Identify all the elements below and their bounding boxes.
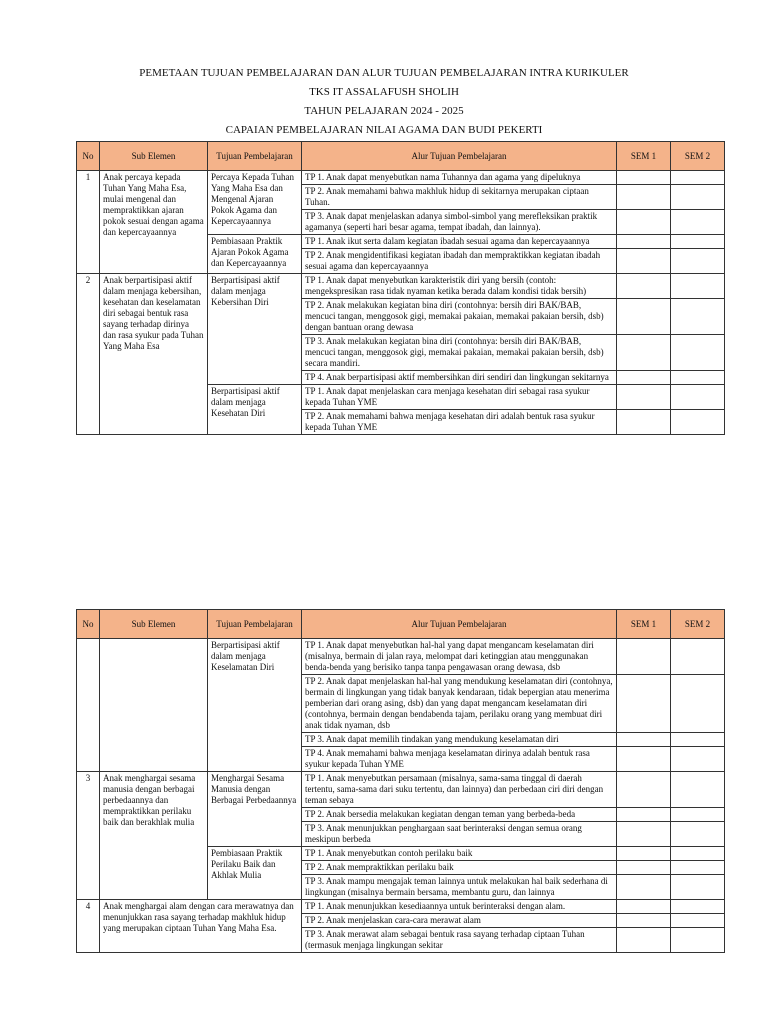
sem-1-cell (617, 371, 671, 385)
sem-2-cell (671, 639, 725, 675)
alur-tujuan-cell: TP 1. Anak menyebutkan persamaan (misalnya, sama-sama tinggal di daerah tertentu, sama-sama dari suku tertentu, dan lainnya) dan perbedaan ciri diri dengan teman sebaya (302, 772, 617, 808)
alur-tujuan-cell: TP 1. Anak menunjukkan kesediaannya untuk berinteraksi dengan alam. (302, 900, 617, 914)
table-header-row (77, 142, 725, 171)
alur-tujuan-cell: TP 1. Anak dapat menyebutkan nama Tuhannya dan agama yang dipeluknya (302, 171, 617, 185)
alur-tujuan-cell: TP 3. Anak merawat alam sebagai bentuk rasa sayang terhadap ciptaan Tuhan (termasuk menjaga lingkungan sekitar (302, 928, 617, 953)
sub-elemen-cell: Anak berpartisipasi aktif dalam menjaga kebersihan, kesehatan dan keselamatan diri sebagai bentuk rasa sayang terhadap dirinya dan rasa syukur pada Tuhan Yang Maha Esa (100, 274, 208, 435)
row-number: 4 (77, 900, 100, 953)
sem-2-cell (671, 861, 725, 875)
sem-1-cell (617, 747, 671, 772)
sem-1-cell (617, 185, 671, 210)
heading-line-3: TAHUN PELAJARAN 2024 - 2025 (304, 105, 464, 117)
header-tujuan-pembelajaran: Tujuan Pembelajaran (208, 142, 302, 171)
sub-elemen-cell: Anak menghargai sesama manusia dengan berbagai perbedaannya dan mempraktikkan perilaku baik dan berakhlak mulia (100, 772, 208, 900)
alur-tujuan-cell: TP 1. Anak dapat menyebutkan hal-hal yang dapat mengancam keselamatan diri (misalnya, bermain di jalan raya, melompat dari ketinggian atau menggunakan benda-benda yang berisiko tanpa tanpa pengawasan orang dewasa, dsb (302, 639, 617, 675)
sem-1-cell (617, 410, 671, 435)
sem-2-cell (671, 335, 725, 371)
header-sem-2: SEM 2 (671, 142, 725, 171)
sub-elemen-cell: Anak percaya kepada Tuhan Yang Maha Esa, mulai mengenal dan mempraktikkan ajaran pokok sesuai dengan agama dan kepercayaannya (100, 171, 208, 274)
table-row (77, 171, 725, 185)
table-body (77, 639, 725, 953)
header-sem-2: SEM 2 (671, 610, 725, 639)
alur-tujuan-cell: TP 2. Anak menjelaskan cara-cara merawat alam (302, 914, 617, 928)
sem-2-cell (671, 371, 725, 385)
heading-line-1: PEMETAAN TUJUAN PEMBELAJARAN DAN ALUR TUJUAN PEMBELAJARAN INTRA KURIKULER (139, 67, 629, 79)
alur-tujuan-cell: TP 3. Anak dapat menjelaskan adanya simbol-simbol yang merefleksikan praktik agamanya (seperti hari besar agama, tempat ibadah, dan lainnya). (302, 210, 617, 235)
table-row (77, 772, 725, 808)
alur-tujuan-cell: TP 2. Anak bersedia melakukan kegiatan dengan teman yang berbeda-beda (302, 808, 617, 822)
row-number: 3 (77, 772, 100, 900)
alur-tujuan-cell: TP 2. Anak memahami bahwa menjaga kesehatan diri adalah bentuk rasa syukur kepada Tuhan YME (302, 410, 617, 435)
sem-1-cell (617, 335, 671, 371)
alur-tujuan-cell: TP 4. Anak memahami bahwa menjaga keselamatan dirinya adalah bentuk rasa syukur kepada Tuhan YME (302, 747, 617, 772)
heading-line-2: TKS IT ASSALAFUSH SHOLIH (309, 86, 459, 98)
header-alur-tujuan: Alur Tujuan Pembelajaran (302, 610, 617, 639)
sem-2-cell (671, 847, 725, 861)
document-heading (0, 64, 768, 140)
sem-2-cell (671, 185, 725, 210)
sem-2-cell (671, 928, 725, 953)
tujuan-pembelajaran-cell: Menghargai Sesama Manusia dengan Berbagai Perbedaannya (208, 772, 302, 847)
mapping-table-2 (76, 609, 725, 953)
alur-tujuan-cell: TP 1. Anak dapat menyebutkan karakteristik diri yang bersih (contoh: mengekspresikan rasa tidak nyaman ketika berada dalam kondisi tidak bersih) (302, 274, 617, 299)
alur-tujuan-cell: TP 3. Anak mampu mengajak teman lainnya untuk melakukan hal baik sederhana di lingkungan (misalnya bermain bersama, membantu guru, dan lainnya (302, 875, 617, 900)
sub-elemen-cell: Anak menghargai alam dengan cara merawatnya dan menunjukkan rasa sayang terhadap makhluk hidup yang merupakan ciptaan Tuhan Yang Maha Esa. (100, 900, 302, 953)
sem-2-cell (671, 171, 725, 185)
sem-2-cell (671, 875, 725, 900)
header-sem-1: SEM 1 (617, 610, 671, 639)
sem-2-cell (671, 822, 725, 847)
sem-1-cell (617, 274, 671, 299)
sem-1-cell (617, 385, 671, 410)
header-no: No (77, 610, 100, 639)
tujuan-pembelajaran-cell: Berpartisipasi aktif dalam menjaga Keselamatan Diri (208, 639, 302, 772)
sem-1-cell (617, 249, 671, 274)
tujuan-pembelajaran-cell: Pembiasaan Praktik Ajaran Pokok Agama dan Kepercayaannya (208, 235, 302, 274)
heading-line-4: CAPAIAN PEMBELAJARAN NILAI AGAMA DAN BUDI PEKERTI (225, 124, 543, 136)
sem-1-cell (617, 900, 671, 914)
sem-2-cell (671, 210, 725, 235)
sem-1-cell (617, 875, 671, 900)
sem-2-cell (671, 249, 725, 274)
tujuan-pembelajaran-cell: Percaya Kepada Tuhan Yang Maha Esa dan Mengenal Ajaran Pokok Agama dan Kepercayaannya (208, 171, 302, 235)
alur-tujuan-cell: TP 2. Anak dapat menjelaskan hal-hal yang mendukung keselamatan diri (contohnya, bermain di lingkungan yang tidak banyak kendaraan, tidak bepergian atau menerima pemberian dari orang asing, dsb) dan yang dapat mengancam keselamatan diri (contohnya, bermain dengan bendabenda tajam, perilaku orang yang membuat diri anak tidak nyaman, dsb (302, 675, 617, 733)
sem-1-cell (617, 914, 671, 928)
tujuan-pembelajaran-cell: Berpartisipasi aktif dalam menjaga Kebersihan Diri (208, 274, 302, 385)
sem-2-cell (671, 235, 725, 249)
table-body (77, 171, 725, 435)
row-number: 1 (77, 171, 100, 274)
row-number: 2 (77, 274, 100, 435)
sem-1-cell (617, 772, 671, 808)
sem-2-cell (671, 299, 725, 335)
header-sem-1: SEM 1 (617, 142, 671, 171)
alur-tujuan-cell: TP 2. Anak melakukan kegiatan bina diri (contohnya: bersih diri BAK/BAB, mencuci tangan, menggosok gigi, memakai pakaian, memakai pakaian bersih, dsb) dengan bantuan orang dewasa (302, 299, 617, 335)
sem-2-cell (671, 747, 725, 772)
sem-1-cell (617, 733, 671, 747)
header-sub-elemen: Sub Elemen (100, 142, 208, 171)
sem-1-cell (617, 847, 671, 861)
header-sub-elemen: Sub Elemen (100, 610, 208, 639)
sem-1-cell (617, 675, 671, 733)
table-row (77, 900, 725, 914)
table-header-row (77, 610, 725, 639)
table-row (77, 639, 725, 675)
sem-2-cell (671, 410, 725, 435)
alur-tujuan-cell: TP 1. Anak ikut serta dalam kegiatan ibadah sesuai agama dan kepercayaannya (302, 235, 617, 249)
sem-1-cell (617, 639, 671, 675)
sem-2-cell (671, 900, 725, 914)
sem-2-cell (671, 733, 725, 747)
sem-1-cell (617, 235, 671, 249)
alur-tujuan-cell: TP 3. Anak melakukan kegiatan bina diri (contohnya: bersih diri BAK/BAB, mencuci tangan, menggosok gigi, memakai pakaian, memakai pakaian bersih, dsb) secara mandiri. (302, 335, 617, 371)
tujuan-pembelajaran-cell: Berpartisipasi aktif dalam menjaga Kesehatan Diri (208, 385, 302, 435)
mapping-table-1 (76, 141, 725, 435)
sem-1-cell (617, 808, 671, 822)
sem-1-cell (617, 171, 671, 185)
sem-2-cell (671, 772, 725, 808)
table-row (77, 274, 725, 299)
alur-tujuan-cell: TP 2. Anak mempraktikkan perilaku baik (302, 861, 617, 875)
header-no: No (77, 142, 100, 171)
header-tujuan-pembelajaran: Tujuan Pembelajaran (208, 610, 302, 639)
sem-1-cell (617, 861, 671, 875)
sem-2-cell (671, 914, 725, 928)
alur-tujuan-cell: TP 3. Anak dapat memilih tindakan yang mendukung keselamatan diri (302, 733, 617, 747)
alur-tujuan-cell: TP 2. Anak memahami bahwa makhluk hidup di sekitarnya merupakan ciptaan Tuhan. (302, 185, 617, 210)
alur-tujuan-cell: TP 3. Anak menunjukkan penghargaan saat berinteraksi dengan semua orang meskipun berbeda (302, 822, 617, 847)
row-number (77, 639, 100, 772)
sub-elemen-cell (100, 639, 208, 772)
alur-tujuan-cell: TP 1. Anak menyebutkan contoh perilaku baik (302, 847, 617, 861)
sem-2-cell (671, 675, 725, 733)
alur-tujuan-cell: TP 4. Anak berpartisipasi aktif membersihkan diri sendiri dan lingkungan sekitarnya (302, 371, 617, 385)
header-alur-tujuan: Alur Tujuan Pembelajaran (302, 142, 617, 171)
alur-tujuan-cell: TP 1. Anak dapat menjelaskan cara menjaga kesehatan diri sebagai rasa syukur kepada Tuhan YME (302, 385, 617, 410)
alur-tujuan-cell: TP 2. Anak mengidentifikasi kegiatan ibadah dan mempraktikkan kegiatan ibadah sesuai agama dan kepercayaannya (302, 249, 617, 274)
sem-1-cell (617, 928, 671, 953)
tujuan-pembelajaran-cell: Pembiasaan Praktik Perilaku Baik dan Akhlak Mulia (208, 847, 302, 900)
sem-2-cell (671, 808, 725, 822)
sem-1-cell (617, 210, 671, 235)
sem-2-cell (671, 385, 725, 410)
sem-1-cell (617, 299, 671, 335)
sem-1-cell (617, 822, 671, 847)
sem-2-cell (671, 274, 725, 299)
